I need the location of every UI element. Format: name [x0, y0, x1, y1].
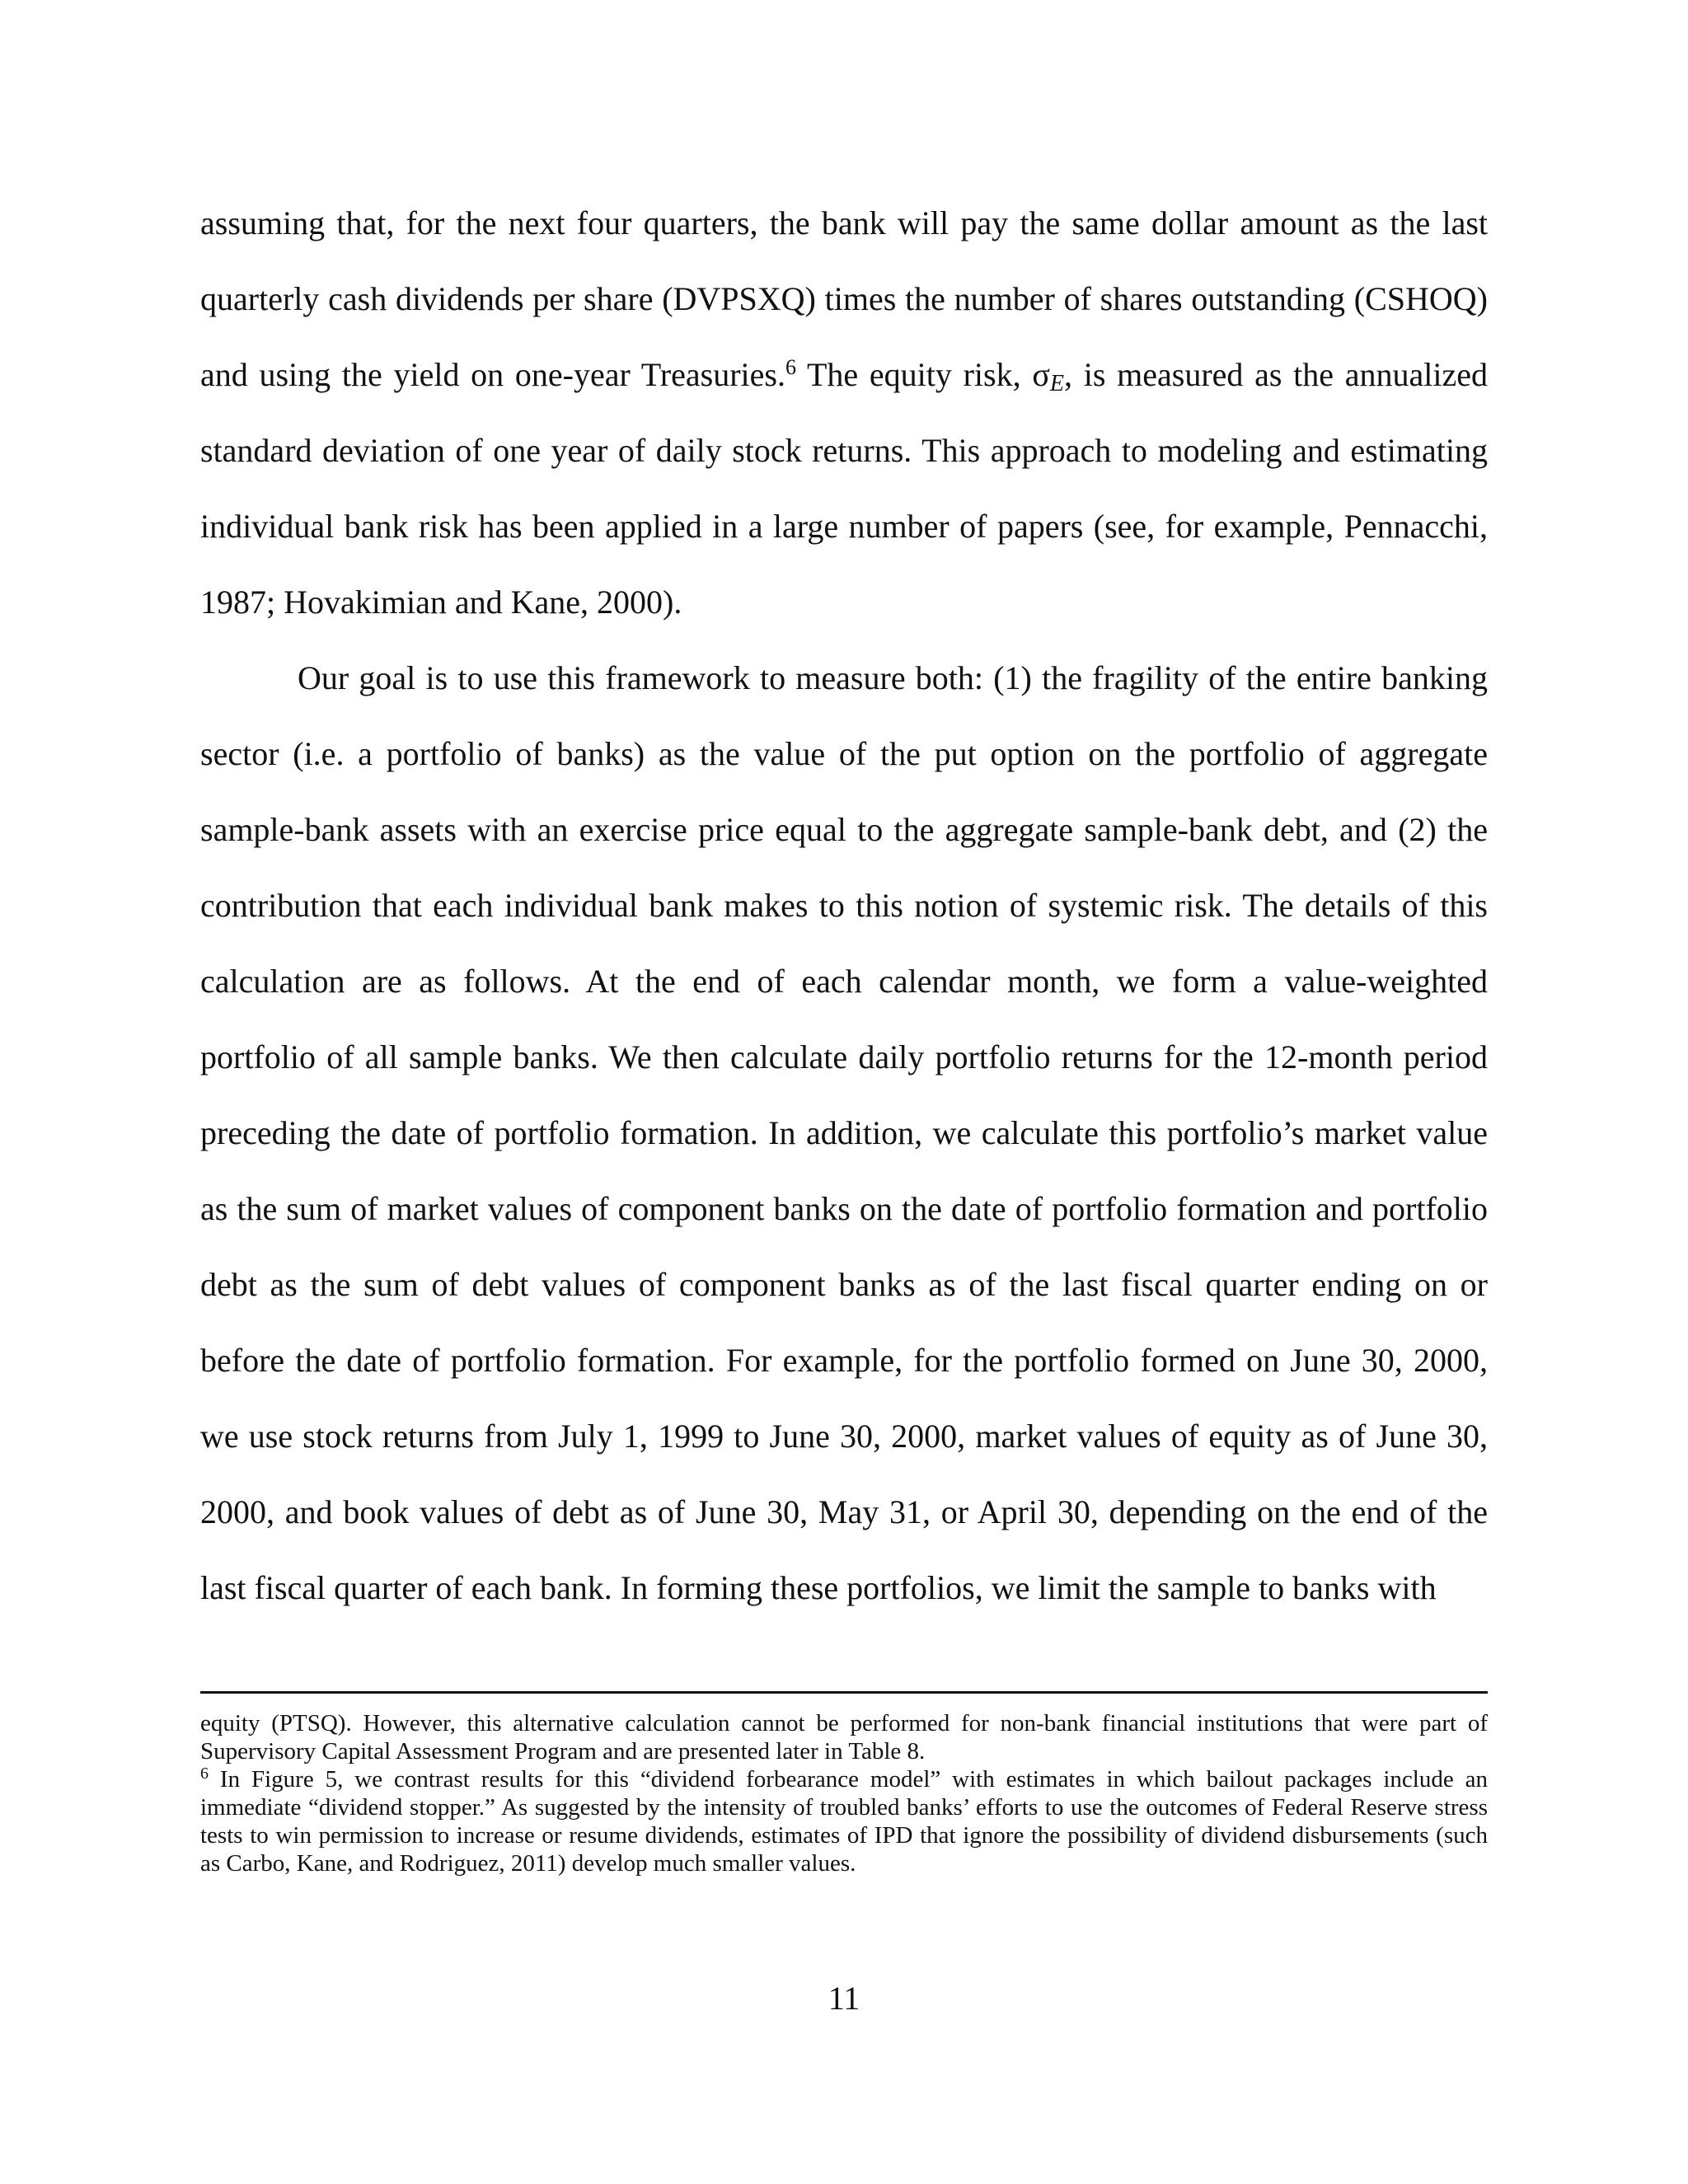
footnote-6-marker: 6 [200, 1765, 209, 1783]
footnote-continued: equity (PTSQ). However, this alternative calculation cannot be performed for non-bank financial institutions that were part of Supervisory Capital Assessment Program and are presented later in Table 8. [200, 1710, 1488, 1765]
footnote-divider [200, 1691, 1488, 1694]
paragraph-2: Our goal is to use this framework to measure both: (1) the fragility of the entire banking sector (i.e. a portfolio of banks) as the value of the put option on the portfolio of aggregate sample-bank assets with an exercise price equal to the aggregate sample-bank debt, and (2) the contribution that each individual bank makes to this notion of systemic risk. The details of this calculation are as follows. At the end of each calendar month, we form a value-weighted portfolio of all sample banks. We then calculate daily portfolio returns for the 12-month period preceding the date of portfolio formation. In addition, we calculate this portfolio’s market value as the sum of market values of component banks on the date of portfolio formation and portfolio debt as the sum of debt values of component banks as of the last fiscal quarter ending on or before the date of portfolio formation. For example, for the portfolio formed on June 30, 2000, we use stock returns from July 1, 1999 to June 30, 2000, market values of equity as of June 30, 2000, and book values of debt as of June 30, May 31, or April 30, depending on the end of the last fiscal quarter of each bank. In forming these portfolios, we limit the sample to banks with [200, 659, 1488, 1606]
main-body-text [200, 185, 1488, 1626]
sigma-subscript: E [1049, 371, 1064, 396]
footnote-6 [200, 1765, 1488, 1877]
page-number: 11 [828, 1980, 860, 2017]
footnote-6-reference: 6 [785, 355, 796, 379]
paragraph-1-text-a: assuming that, for the next four quarters, the bank will pay the same dollar amount as the last quarterly cash dividends per share (DVPSXQ) times the number of shares outstanding (CSHOQ) and using the yield on one-year Treasuries. [200, 204, 1488, 393]
footnotes [200, 1709, 1488, 1877]
paragraph-1 [200, 185, 1488, 640]
footnote-6-text: In Figure 5, we contrast results for this “dividend forbearance model” with estimates in which bailout packages include an immediate “dividend stopper.” As suggested by the intensity of troubled banks’ efforts to use the outcomes of Federal Reserve stress tests to win permission to increase or resume dividends, estimates of IPD that ignore the possibility of dividend disbursements (such as Carbo, Kane, and Rodriguez, 2011) develop much smaller values. [200, 1766, 1488, 1877]
paragraph-1-text-c: , is measured as the annualized standard deviation of one year of daily stock returns. This approach to modeling and estimating individual bank risk has been applied in a large number of papers (see, for example, Pennacchi, 1987; Hovakimian and Kane, 2000). [200, 356, 1488, 621]
paragraph-1-text-b: The equity risk, σ [795, 356, 1050, 393]
